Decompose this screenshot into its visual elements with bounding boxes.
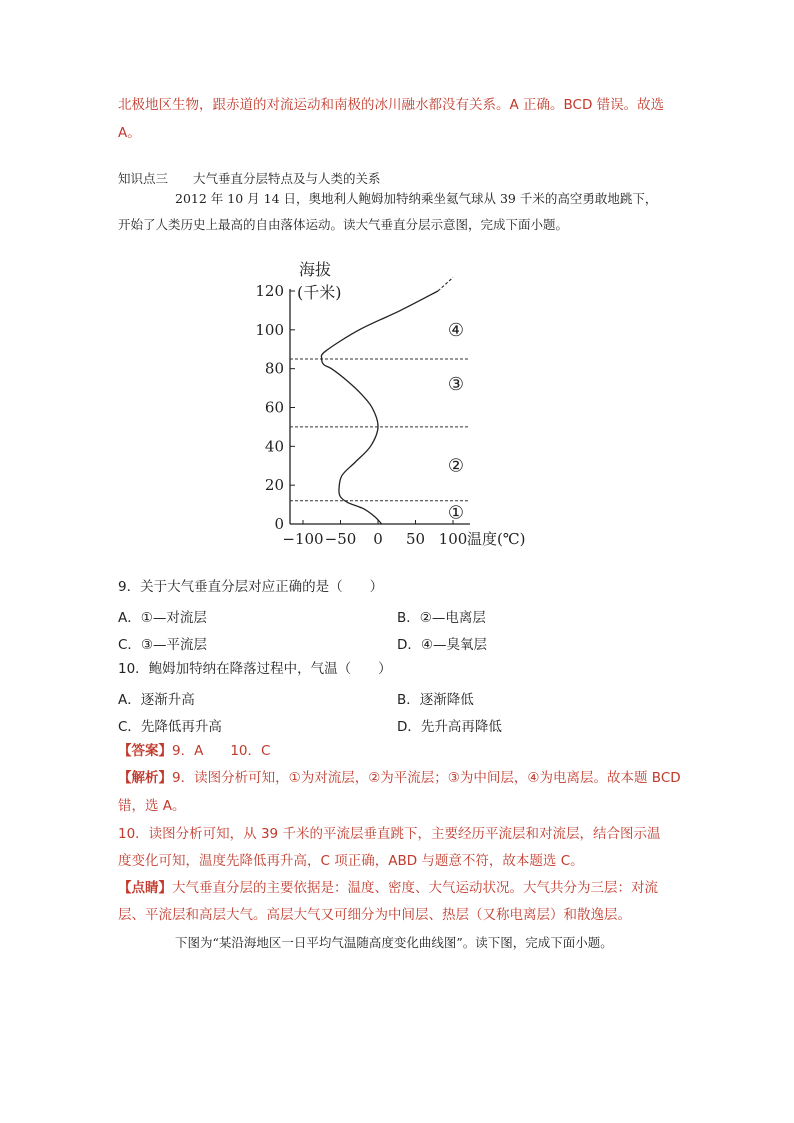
tip-line-1 <box>118 879 658 897</box>
y-tick-label: 20 <box>264 476 284 495</box>
y-tick-label: 60 <box>264 398 284 417</box>
curve-dashed-extension <box>438 277 453 291</box>
section-title: 知识点三 大气垂直分层特点及与人类的关系 <box>118 171 381 186</box>
q9-option-d: D．④—臭氧层 <box>397 637 487 653</box>
passage-line-2: 开始了人类历史上最高的自由落体运动。读大气垂直分层示意图，完成下面小题。 <box>118 217 569 232</box>
next-passage: 下图为“某沿海地区一日平均气温随高度变化曲线图”。读下图，完成下面小题。 <box>175 935 613 950</box>
x-axis-title: 温度(℃) <box>467 530 526 548</box>
q10-option-c: C．先降低再升高 <box>118 719 222 735</box>
q10-stem: 10．鲍姆加特纳在降落过程中，气温（ ） <box>118 661 392 677</box>
tip-label: 【点睛】 <box>118 880 172 896</box>
y-tick-label: 120 <box>255 281 284 300</box>
analysis-text-1: 9．读图分析可知，①为对流层，②为平流层；③为中间层，④为电离层。故本题 BCD <box>172 770 681 786</box>
answer-line <box>118 742 270 760</box>
analysis-line-1 <box>118 769 681 787</box>
q9-stem: 9．关于大气垂直分层对应正确的是（ ） <box>118 579 384 595</box>
x-tick-label: 0 <box>373 530 383 548</box>
q9-option-a: A．①—对流层 <box>118 610 207 626</box>
answer-label: 【答案】 <box>118 743 172 759</box>
x-tick-label: −100 <box>282 530 324 548</box>
x-tick-label: 100 <box>438 530 468 548</box>
q9-option-c: C．③—平流层 <box>118 637 208 653</box>
x-tick-label: 50 <box>405 530 426 548</box>
y-tick-label: 100 <box>255 320 284 339</box>
temperature-curve <box>321 291 438 524</box>
y-tick-label: 0 <box>274 515 284 533</box>
analysis-line-2: 错，选 A。 <box>118 798 186 814</box>
y-axis-title-line1: 海拔 <box>299 260 332 279</box>
analysis-line-3: 10．读图分析可知，从 39 千米的平流层垂直跳下，主要经历平流层和对流层，结合图示温 <box>118 826 661 842</box>
y-tick-label: 40 <box>264 437 284 456</box>
q10-option-d: D．先升高再降低 <box>397 719 502 735</box>
q10-option-b: B．逐渐降低 <box>397 692 474 708</box>
layer-label: ③ <box>447 374 465 396</box>
layer-label: ④ <box>447 319 465 341</box>
analysis-line-4: 度变化可知，温度先降低再升高，C 项正确，ABD 与题意不符，故本题选 C。 <box>118 853 584 869</box>
layer-label: ② <box>447 455 465 477</box>
passage-line-1: 2012 年 10 月 14 日，奥地利人鲍姆加特纳乘坐氦气球从 39 千米的高空勇敢地跳下， <box>175 191 658 206</box>
y-tick-label: 80 <box>264 359 284 378</box>
layer-label: ① <box>447 502 465 524</box>
x-tick-label: −50 <box>324 530 357 548</box>
tip-text-1: 大气垂直分层的主要依据是：温度、密度、大气运动状况。大气共分为三层：对流 <box>172 880 658 896</box>
tip-line-2: 层、平流层和高层大气。高层大气又可细分为中间层、热层（又称电离层）和散逸层。 <box>118 907 631 923</box>
y-axis-title-line2: (千米) <box>297 283 342 302</box>
analysis-label: 【解析】 <box>118 770 172 786</box>
answer-text: 9．A 10．C <box>172 743 271 759</box>
atmosphere-layer-chart <box>250 250 550 555</box>
intro-line-1: 北极地区生物，跟赤道的对流运动和南极的冰川融水都没有关系。A 正确。BCD 错误。故选 <box>118 97 665 113</box>
q9-option-b: B．②—电离层 <box>397 610 486 626</box>
intro-line-2: A。 <box>118 125 141 141</box>
q10-option-a: A．逐渐升高 <box>118 692 195 708</box>
